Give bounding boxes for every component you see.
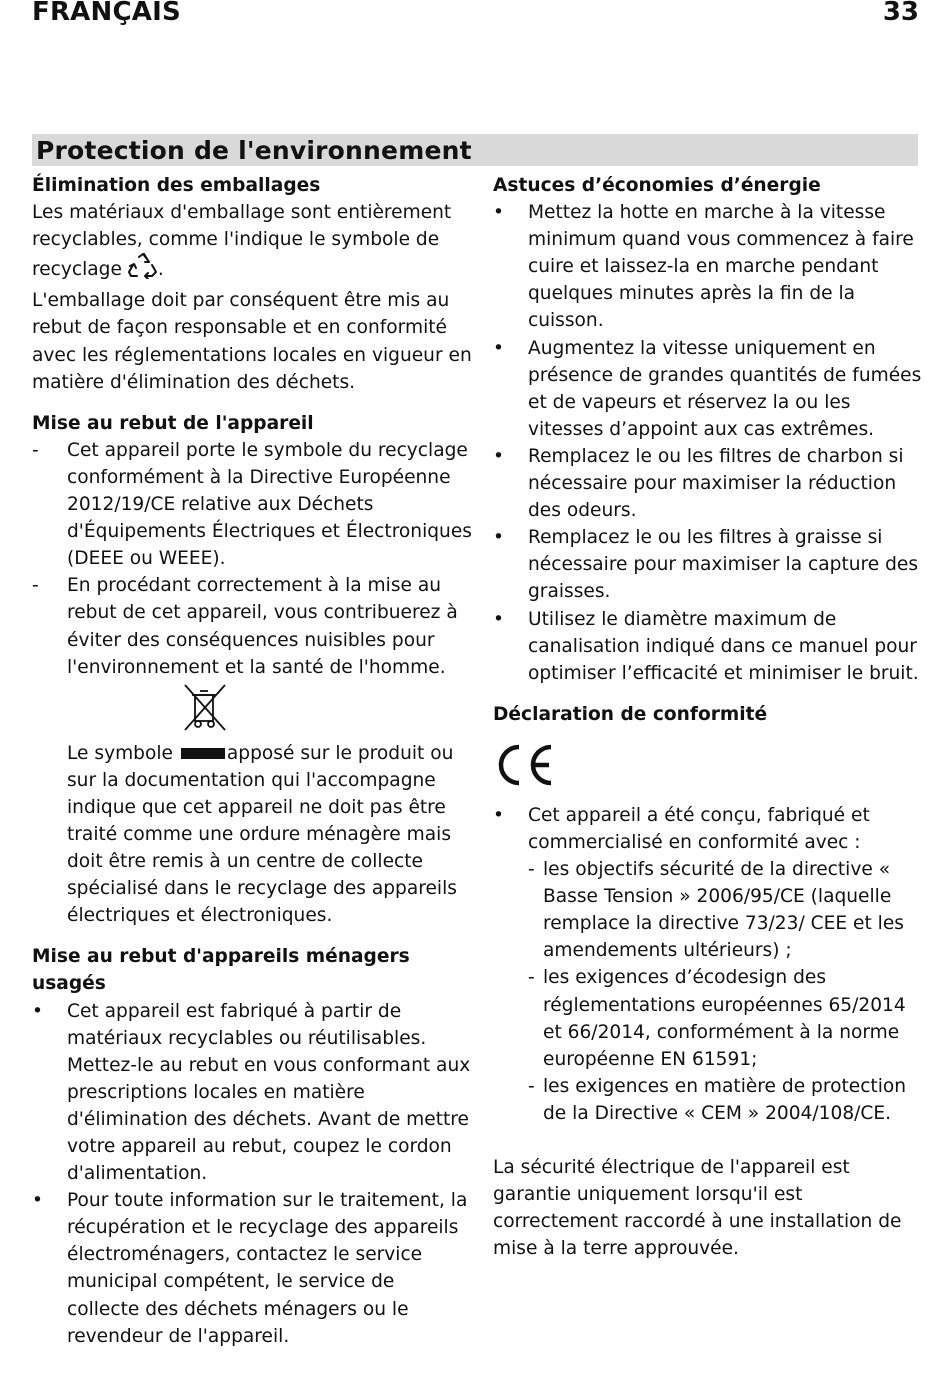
- energy-list: [493, 199, 923, 687]
- weee-symbol-area: [67, 685, 472, 740]
- safety-text: La sécurité électrique de l'appareil est garantie uniquement lorsqu'il est correctement raccordé à une installation de mise à la terre approuvée.: [493, 1157, 902, 1260]
- list-item: • Mettez la hotte en marche à la vitesse minimum quand vous commencez à faire cuire et laissez-la en marche pendant quelques minutes après la fin de la cuisson.: [493, 202, 914, 332]
- list-item: • Remplacez le ou les filtres à graisse si nécessaire pour maximiser la capture des graisses.: [493, 527, 919, 603]
- list-item: - En procédant correctement à la mise au rebut de cet appareil, vous contribuerez à éviter des conséquences nuisibles pour l'environnement et la santé de l'homme.: [32, 575, 458, 678]
- disposal-heading: Mise au rebut de l'appareil: [32, 412, 314, 434]
- weee-bar-icon: [181, 748, 225, 759]
- weee-text: Le symbole apposé sur le produit ou sur la documentation qui l'accompagne indique que cet appareil ne doit pas être traité comme une ordure ménagère mais doit être remis à un centre de collecte spécialisé dans le recyclage des appareils électriques et électroniques.: [67, 742, 457, 927]
- conformity-heading: Déclaration de conformité: [493, 703, 768, 725]
- list-item: - les objectifs sécurité de la directive « Basse Tension » 2006/95/CE (laquelle remplace la directive 73/23/ CEE et les amendements ultérieurs) ;: [528, 859, 904, 962]
- packaging-text-2: L'emballage doit par conséquent être mis au rebut de façon responsable et en conformité avec les réglementations locales en vigueur en matière d'élimination des déchets.: [32, 290, 472, 393]
- list-item: • Augmentez la vitesse uniquement en présence de grandes quantités de fumées et de vapeurs et réservez la ou les vitesses d’appoint aux cas extrêmes.: [493, 337, 922, 440]
- packaging-heading: Élimination des emballages: [32, 175, 321, 196]
- old-appliances-list: [32, 998, 472, 1350]
- old-appliances-heading: Mise au rebut d'appareils ménagers usagés: [32, 946, 410, 995]
- list-item: • Utilisez le diamètre maximum de canalisation indiqué dans ce manuel pour optimiser l’efficacité et minimiser le bruit.: [493, 608, 919, 684]
- list-item: - les exigences d’écodesign des réglementations européennes 65/2014 et 66/2014, conformément à la norme européenne EN 61591;: [528, 967, 906, 1070]
- crossed-out-bin-icon: [182, 683, 228, 741]
- list-item: - les exigences en matière de protection de la Directive « CEM » 2004/108/CE.: [528, 1075, 907, 1124]
- right-column: [493, 172, 923, 1262]
- list-item: • Cet appareil a été conçu, fabriqué et commercialisé en conformité avec :: [493, 804, 870, 853]
- energy-heading: Astuces d’économies d’énergie: [493, 175, 821, 196]
- ce-mark-icon: [493, 742, 923, 790]
- language-header: FRANÇAIS: [32, 0, 181, 27]
- conformity-list: [493, 802, 923, 856]
- left-column: [32, 172, 472, 1350]
- list-item: • Cet appareil est fabriqué à partir de matériaux recyclables ou réutilisables. Mettez-le au rebut en vous conformant aux prescriptions locales en matière d'élimination des déchets. Avant de mettre votre appareil au rebut, coupez le cordon d'alimentation.: [32, 1000, 471, 1185]
- conformity-sublist: [493, 856, 923, 1127]
- list-item: - Cet appareil porte le symbole du recyclage conformément à la Directive Européenne 2012/19/CE relative aux Déchets d'Équipements Électriques et Électroniques (DEEE ou WEEE).: [32, 439, 472, 570]
- page-number: 33: [882, 0, 919, 27]
- disposal-list: [32, 437, 472, 681]
- recycle-icon: [128, 253, 158, 287]
- section-title: Protection de l'environnement: [32, 134, 918, 166]
- list-item: • Remplacez le ou les filtres de charbon si nécessaire pour maximiser la réduction des odeurs.: [493, 445, 904, 522]
- packaging-text: Les matériaux d'emballage sont entièrement recyclables, comme l'indique le symbole de recyclage .: [32, 199, 472, 287]
- list-item: • Pour toute information sur le traitement, la récupération et le recyclage des appareils électroménagers, contactez le service municipal compétent, le service de collecte des déchets ménagers ou le revendeur de l'appareil.: [32, 1190, 468, 1347]
